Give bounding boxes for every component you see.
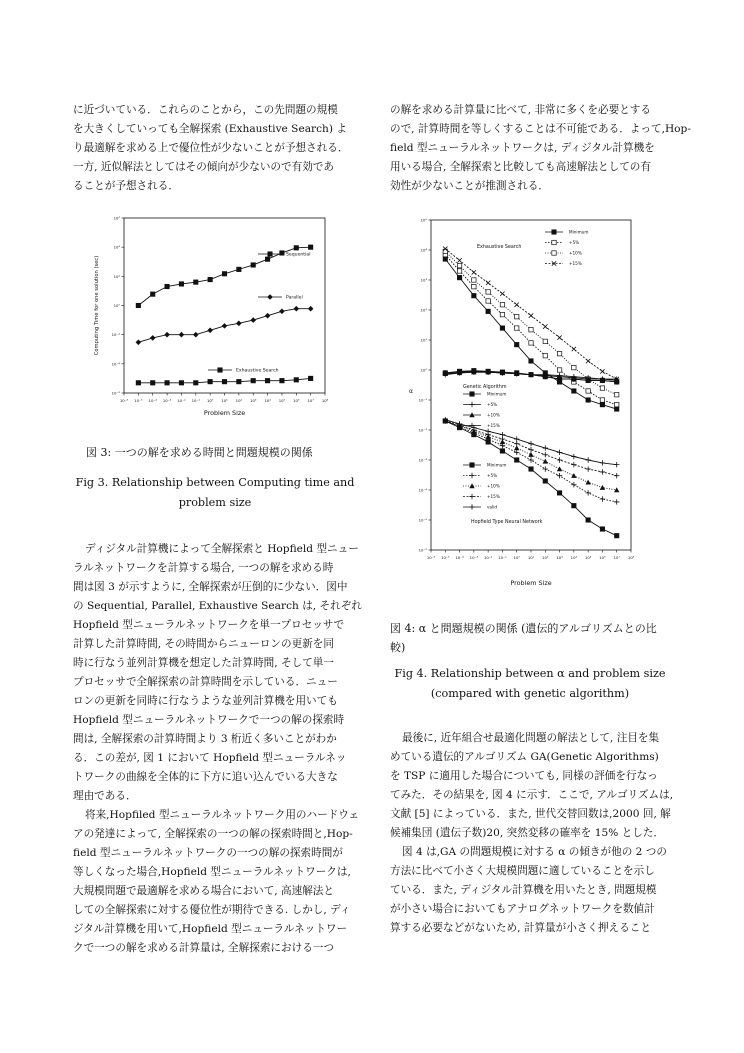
x-tick-label: 10⁸ <box>321 398 329 403</box>
data-point <box>443 257 447 261</box>
y-tick-label: 10⁻³ <box>418 457 427 463</box>
group-title: Hopfield Type Neural Network <box>471 520 543 525</box>
data-point <box>308 376 312 380</box>
figure-3-caption-ja: 図 3: 一つの解を求める時間と問題規模の関係 <box>86 446 313 459</box>
text-line: 算する必要などがないため, 計算量が小さく押えること <box>390 922 651 934</box>
y-tick-label: 10⁶ <box>113 215 120 221</box>
x-tick-label: 10⁷ <box>307 398 314 403</box>
data-point <box>543 445 548 450</box>
data-point <box>151 381 155 385</box>
x-tick-label: 10¹ <box>221 398 228 403</box>
x-tick-label: 10¹ <box>527 555 535 560</box>
data-point <box>528 441 533 446</box>
data-point <box>265 378 269 382</box>
right-top-paragraph <box>390 101 691 196</box>
data-point <box>585 490 590 495</box>
data-point <box>585 466 590 471</box>
data-point <box>543 479 547 483</box>
x-tick-label: 10⁻⁵ <box>441 555 450 560</box>
legend-label: +10% <box>487 412 500 418</box>
data-point <box>571 454 576 459</box>
x-tick-label: 10⁸ <box>627 555 635 560</box>
data-point <box>136 381 140 385</box>
text-line: の Sequential, Parallel, Exhaustive Search は, それぞれ <box>73 600 362 612</box>
data-point <box>208 277 212 281</box>
y-tick-label: 10⁴ <box>113 244 120 250</box>
legend-marker <box>469 402 474 407</box>
text-line: ディジタル計算機によって全解探索と Hopfield 型ニュー <box>85 543 359 555</box>
text-line: 大規模問題で最適解を求める場合において, 高速解法と <box>73 885 334 897</box>
legend-label: Exhaustive Search <box>236 368 279 374</box>
data-point <box>600 527 604 531</box>
x-tick-label: 10⁻² <box>483 555 493 560</box>
legend-label: Parallel <box>286 295 303 301</box>
text-line: に近づいている．これらのことから，この先問題の規模 <box>73 104 338 116</box>
text-line: 等しくなった場合,Hopfield 型ニューラルネットワークは, <box>73 866 351 878</box>
data-point <box>514 450 519 455</box>
data-point <box>194 381 198 385</box>
data-point <box>571 462 576 467</box>
x-tick-label: 10⁴ <box>570 555 578 560</box>
data-point <box>165 381 169 385</box>
data-point <box>265 257 269 261</box>
x-tick-label: 10⁻⁶ <box>119 398 129 403</box>
data-point <box>457 269 461 273</box>
text-line: ることが予想される． <box>73 180 179 192</box>
data-point <box>151 292 155 296</box>
legend-marker <box>469 473 474 478</box>
data-point <box>600 460 605 465</box>
y-tick-label: 10⁻⁶ <box>418 547 427 553</box>
data-point <box>500 312 504 316</box>
text-line: 将来,Hopfiled 型ニューラルネットワーク用のハードウェ <box>85 809 360 821</box>
data-point <box>529 328 533 332</box>
data-point <box>500 303 504 307</box>
data-point <box>457 275 461 279</box>
data-point <box>472 270 476 274</box>
data-point <box>543 339 547 343</box>
text-line: 間は図 3 が示すように, 全解探索が圧倒的に少ない．図中 <box>73 581 348 593</box>
text-line: field 型ニューラルネットワークの一つの解の探索時間が <box>73 847 343 859</box>
text-line: クで一つの解を求める計算量は, 全解探索における一つ <box>73 942 334 954</box>
text-line: 最後に, 近年組合せ最適化問題の解法として, 注目を集 <box>402 732 660 744</box>
data-point <box>572 365 576 369</box>
data-point <box>500 291 504 295</box>
data-point <box>294 246 298 250</box>
legend-label: +5% <box>487 473 498 478</box>
data-point <box>600 398 604 402</box>
data-point <box>208 379 212 383</box>
y-tick-label: 10² <box>420 307 427 313</box>
data-point <box>514 441 519 446</box>
data-point <box>514 436 519 441</box>
legend-label: +5% <box>569 240 580 245</box>
data-point <box>251 378 255 382</box>
y-tick-label: 10⁻² <box>111 332 120 338</box>
x-tick-label: 10² <box>235 398 243 403</box>
y-tick-label: 10⁻⁶ <box>111 390 120 396</box>
legend-marker <box>268 252 272 256</box>
data-point <box>543 459 548 464</box>
legend-marker <box>267 294 273 300</box>
data-point <box>150 335 156 341</box>
x-tick-label: 10⁶ <box>599 555 606 560</box>
data-point <box>557 368 561 372</box>
x-tick-label: 10⁶ <box>293 398 300 403</box>
data-point <box>515 342 519 346</box>
x-tick-label: 10³ <box>556 555 563 560</box>
y-tick-label: 10⁻⁴ <box>418 487 427 493</box>
data-point <box>615 533 619 537</box>
text-line: 計算した計算時間, その時間からニューロンの更新を同 <box>73 638 334 650</box>
data-point <box>293 306 299 312</box>
y-tick-label: 10⁻¹ <box>418 397 427 403</box>
x-tick-label: 10⁴ <box>264 398 271 403</box>
legend-label: Sequential <box>286 252 311 258</box>
data-point <box>557 473 562 478</box>
legend-marker <box>552 251 556 255</box>
text-line: 用いる場合, 全解探索と比較しても高速解法としての有 <box>390 161 651 173</box>
data-point <box>179 282 183 286</box>
data-point <box>572 389 576 393</box>
x-axis-label: Problem Size <box>510 579 552 587</box>
x-tick-label: 10⁻² <box>177 398 186 403</box>
x-tick-label: 10⁻¹ <box>498 555 507 560</box>
data-point <box>500 432 505 437</box>
data-point <box>543 452 548 457</box>
legend-marker <box>552 230 556 234</box>
text-line: Hopfield 型ニューラルネットワークで一つの解の探索時 <box>73 714 345 726</box>
legend-label: +10% <box>569 250 582 256</box>
data-point <box>308 245 312 249</box>
x-tick-label: 10⁻⁵ <box>134 398 143 403</box>
legend-marker <box>470 392 474 396</box>
data-point <box>457 263 461 267</box>
data-point <box>165 284 169 288</box>
data-point <box>557 351 561 355</box>
data-point <box>472 284 476 288</box>
data-point <box>586 518 590 522</box>
x-tick-label: 10⁰ <box>206 398 214 403</box>
text-line: アの発達によって, 全解探索の一つの解の探索時間と,Hop- <box>73 828 353 840</box>
y-tick-label: 10⁻² <box>418 427 427 433</box>
legend-label: +15% <box>487 423 500 428</box>
y-tick-label: 10² <box>113 273 120 279</box>
data-point <box>614 499 619 504</box>
y-axis-label: Computing Time for one solution (sec) <box>94 255 100 356</box>
data-point <box>557 335 561 339</box>
figure-4-caption-ja <box>390 619 657 657</box>
figure-4-caption-en <box>380 664 680 704</box>
data-point <box>164 332 170 338</box>
data-point <box>207 327 213 333</box>
data-point <box>571 482 576 487</box>
data-point <box>600 485 605 490</box>
text-line: プロセッサで全解探索の計算時間を示している．ニュー <box>73 676 338 688</box>
group-title: Exhaustive Search <box>477 245 522 250</box>
data-point <box>251 263 255 267</box>
data-point <box>571 473 576 478</box>
data-point <box>515 458 519 462</box>
text-line: めている遺伝的アルゴリズム GA(Genetic Algorithms) <box>390 751 659 763</box>
data-point <box>500 449 504 453</box>
data-point <box>600 369 604 373</box>
data-point <box>586 398 590 402</box>
x-axis-label: Problem Size <box>203 409 246 417</box>
text-line: Hopfield 型ニューラルネットワークを単一プロセッサで <box>73 619 345 631</box>
text-line: 文献 [5] によっている．また, 世代交替回数は,2000 回, 解 <box>390 808 671 820</box>
data-point <box>486 299 490 303</box>
data-point <box>472 278 476 282</box>
data-point <box>237 267 241 271</box>
x-tick-label: 10⁻³ <box>162 398 172 403</box>
data-point <box>614 462 619 467</box>
legend-label: Minimum <box>487 462 507 468</box>
data-point <box>486 281 490 285</box>
text-line: 理由である． <box>73 790 137 802</box>
data-point <box>457 258 461 262</box>
data-point <box>529 467 533 471</box>
text-line: ロンの更新を同時に行なうような並列計算機を用いても <box>73 695 338 707</box>
data-point <box>572 347 576 351</box>
caption-line: problem size <box>178 496 252 509</box>
text-line: field 型ニューラルネットワークは, ディジタル計算機を <box>390 142 655 154</box>
data-point <box>528 457 533 462</box>
y-tick-label: 10¹ <box>420 337 427 343</box>
figure-3-caption-en <box>70 473 360 513</box>
left-body-paragraph <box>73 540 362 958</box>
data-point <box>515 326 519 330</box>
data-point <box>486 290 490 294</box>
text-line: ラルネットワークを計算する場合, 一つの解を求める時 <box>73 562 334 574</box>
text-line: 効性が少ないことが推測される． <box>390 180 549 192</box>
figure-3-chart <box>88 210 350 432</box>
text-line: の解を求める計算量に比べて, 非常に多くを必要とする <box>390 104 651 116</box>
data-point <box>222 379 226 383</box>
x-tick-label: 10⁻⁶ <box>426 555 436 560</box>
x-tick-label: 10⁰ <box>513 555 520 560</box>
data-point <box>615 393 619 397</box>
right-body-paragraph <box>390 729 673 938</box>
caption-line: Fig 3. Relationship between Computing time and <box>75 476 355 489</box>
x-tick-label: 10⁵ <box>584 555 592 560</box>
data-point <box>136 303 140 307</box>
data-point <box>557 457 562 462</box>
text-line: 方法に比べて小さく大規模問題に適していることを示し <box>390 865 655 877</box>
data-point <box>529 359 533 363</box>
data-point <box>572 503 576 507</box>
data-point <box>586 389 590 393</box>
caption-line: (compared with genetic algorithm) <box>430 687 630 700</box>
plot-frame <box>124 218 325 393</box>
left-top-paragraph <box>73 101 348 196</box>
y-tick-label: 10⁰ <box>113 303 120 308</box>
text-line: トワークの曲線を全体的に下方に追い込んでいる大きな <box>73 771 338 783</box>
data-point <box>250 317 256 323</box>
text-line: り最適解を求める上で優位性が少ないことが予想される． <box>73 142 349 154</box>
x-tick-label: 10⁻³ <box>469 555 479 560</box>
series-line <box>138 247 310 305</box>
x-tick-label: 10³ <box>250 398 257 403</box>
text-line: 間は, 全解探索の計算時間より 3 桁近く多いことがわか <box>73 733 337 745</box>
caption-line: Fig 4. Relationship between α and problem size <box>394 667 666 680</box>
x-tick-label: 10⁻⁴ <box>148 398 157 403</box>
legend-label: +10% <box>487 483 500 489</box>
y-tick-label: 10³ <box>420 277 427 283</box>
legend-label: +5% <box>487 402 498 407</box>
legend-marker <box>218 368 222 372</box>
text-line: 時に行なう並列計算機を想定した計算時間, そして単一 <box>73 657 334 669</box>
y-tick-label: 10⁵ <box>420 217 427 223</box>
group-title: Genetic Algorithm <box>463 385 507 390</box>
data-point <box>557 450 562 455</box>
x-tick-label: 10⁻¹ <box>191 398 200 403</box>
data-point <box>237 379 241 383</box>
data-point <box>615 407 619 411</box>
data-point <box>529 313 533 317</box>
y-tick-label: 10⁴ <box>420 247 427 253</box>
legend-label: valid <box>487 504 498 510</box>
data-point <box>557 466 562 471</box>
data-point <box>193 332 199 338</box>
data-point <box>194 280 198 284</box>
data-point <box>485 429 490 434</box>
legend-label: Minimum <box>487 391 507 397</box>
data-point <box>136 339 142 345</box>
data-point <box>294 378 298 382</box>
data-point <box>557 491 561 495</box>
legend-marker <box>470 463 474 467</box>
data-point <box>615 402 619 406</box>
caption-line: 図 4: α と問題規模の関係 (遺伝的アルゴリズムとの比 <box>390 622 657 635</box>
y-tick-label: 10⁻⁵ <box>418 517 427 523</box>
data-point <box>222 272 226 276</box>
data-point <box>486 309 490 313</box>
text-line: 候補集団 (遺伝子数)20, 突然変移の確率を 15% とした． <box>390 827 665 839</box>
data-point <box>528 447 533 452</box>
data-point <box>543 353 547 357</box>
data-point <box>280 251 284 255</box>
data-point <box>500 326 504 330</box>
data-point <box>265 313 271 319</box>
text-line: を TSP に適用した場合についても, 同様の評価を行なっ <box>390 770 658 782</box>
legend-label: +15% <box>569 261 582 266</box>
data-point <box>614 473 619 478</box>
data-point <box>279 309 285 315</box>
y-tick-label: 10⁰ <box>420 367 427 373</box>
text-line: ている．また, ディジタル計算機を用いたとき, 問題規模 <box>390 884 657 896</box>
data-point <box>585 457 590 462</box>
data-point <box>515 303 519 307</box>
x-tick-label: 10² <box>542 555 549 560</box>
text-line: 図 4 は,GA の問題規模に対する α の傾きが他の 2 つの <box>402 846 667 858</box>
data-point <box>586 359 590 363</box>
data-point <box>515 314 519 318</box>
data-point <box>528 452 533 457</box>
data-point <box>543 324 547 328</box>
legend-label: Minimum <box>569 229 589 235</box>
text-line: しての全解探索に対する優位性が期待できる. しかし, ディ <box>73 904 351 916</box>
data-point <box>179 332 185 338</box>
figure-4-chart <box>405 210 665 595</box>
data-point <box>585 480 590 485</box>
text-line: が小さい場合においてもアナログネットワークを数値計 <box>390 903 655 915</box>
text-line: る．この差が, 図 1 において Hopfield 型ニューラルネッ <box>73 752 347 764</box>
data-point <box>600 469 605 474</box>
legend-marker <box>552 240 556 244</box>
legend-label: +15% <box>487 494 500 499</box>
data-point <box>600 496 605 501</box>
legend-marker <box>469 494 474 499</box>
data-point <box>179 381 183 385</box>
data-point <box>472 293 476 297</box>
data-point <box>529 341 533 345</box>
text-line: てみた．その結果を, 図 4 に示す．ここで, アルゴリズムは, <box>390 789 674 801</box>
text-line: 一方, 近似解法としてはその傾向が少ないので有効であ <box>73 161 334 173</box>
data-point <box>600 386 604 390</box>
data-point <box>222 323 228 329</box>
text-line: ジタル計算機を用いて,Hopfield 型ニューラルネットワー <box>73 923 348 935</box>
x-tick-label: 10⁻⁴ <box>455 555 464 560</box>
x-tick-label: 10⁷ <box>613 555 620 560</box>
y-tick-label: 10⁻⁴ <box>111 361 120 367</box>
data-point <box>543 466 548 471</box>
caption-line: 較) <box>390 641 406 654</box>
data-point <box>308 306 314 312</box>
y-axis-label: α <box>409 388 413 395</box>
data-point <box>236 321 242 327</box>
text-line: を大きくしていっても全解探索 (Exhaustive Search) よ <box>73 123 347 135</box>
x-tick-label: 10⁵ <box>278 398 286 403</box>
legend-marker <box>469 504 474 509</box>
data-point <box>600 402 604 406</box>
series-line <box>445 421 616 536</box>
text-line: ので, 計算時間を等しくすることは不可能である．よって,Hop- <box>390 123 691 135</box>
data-point <box>280 378 284 382</box>
